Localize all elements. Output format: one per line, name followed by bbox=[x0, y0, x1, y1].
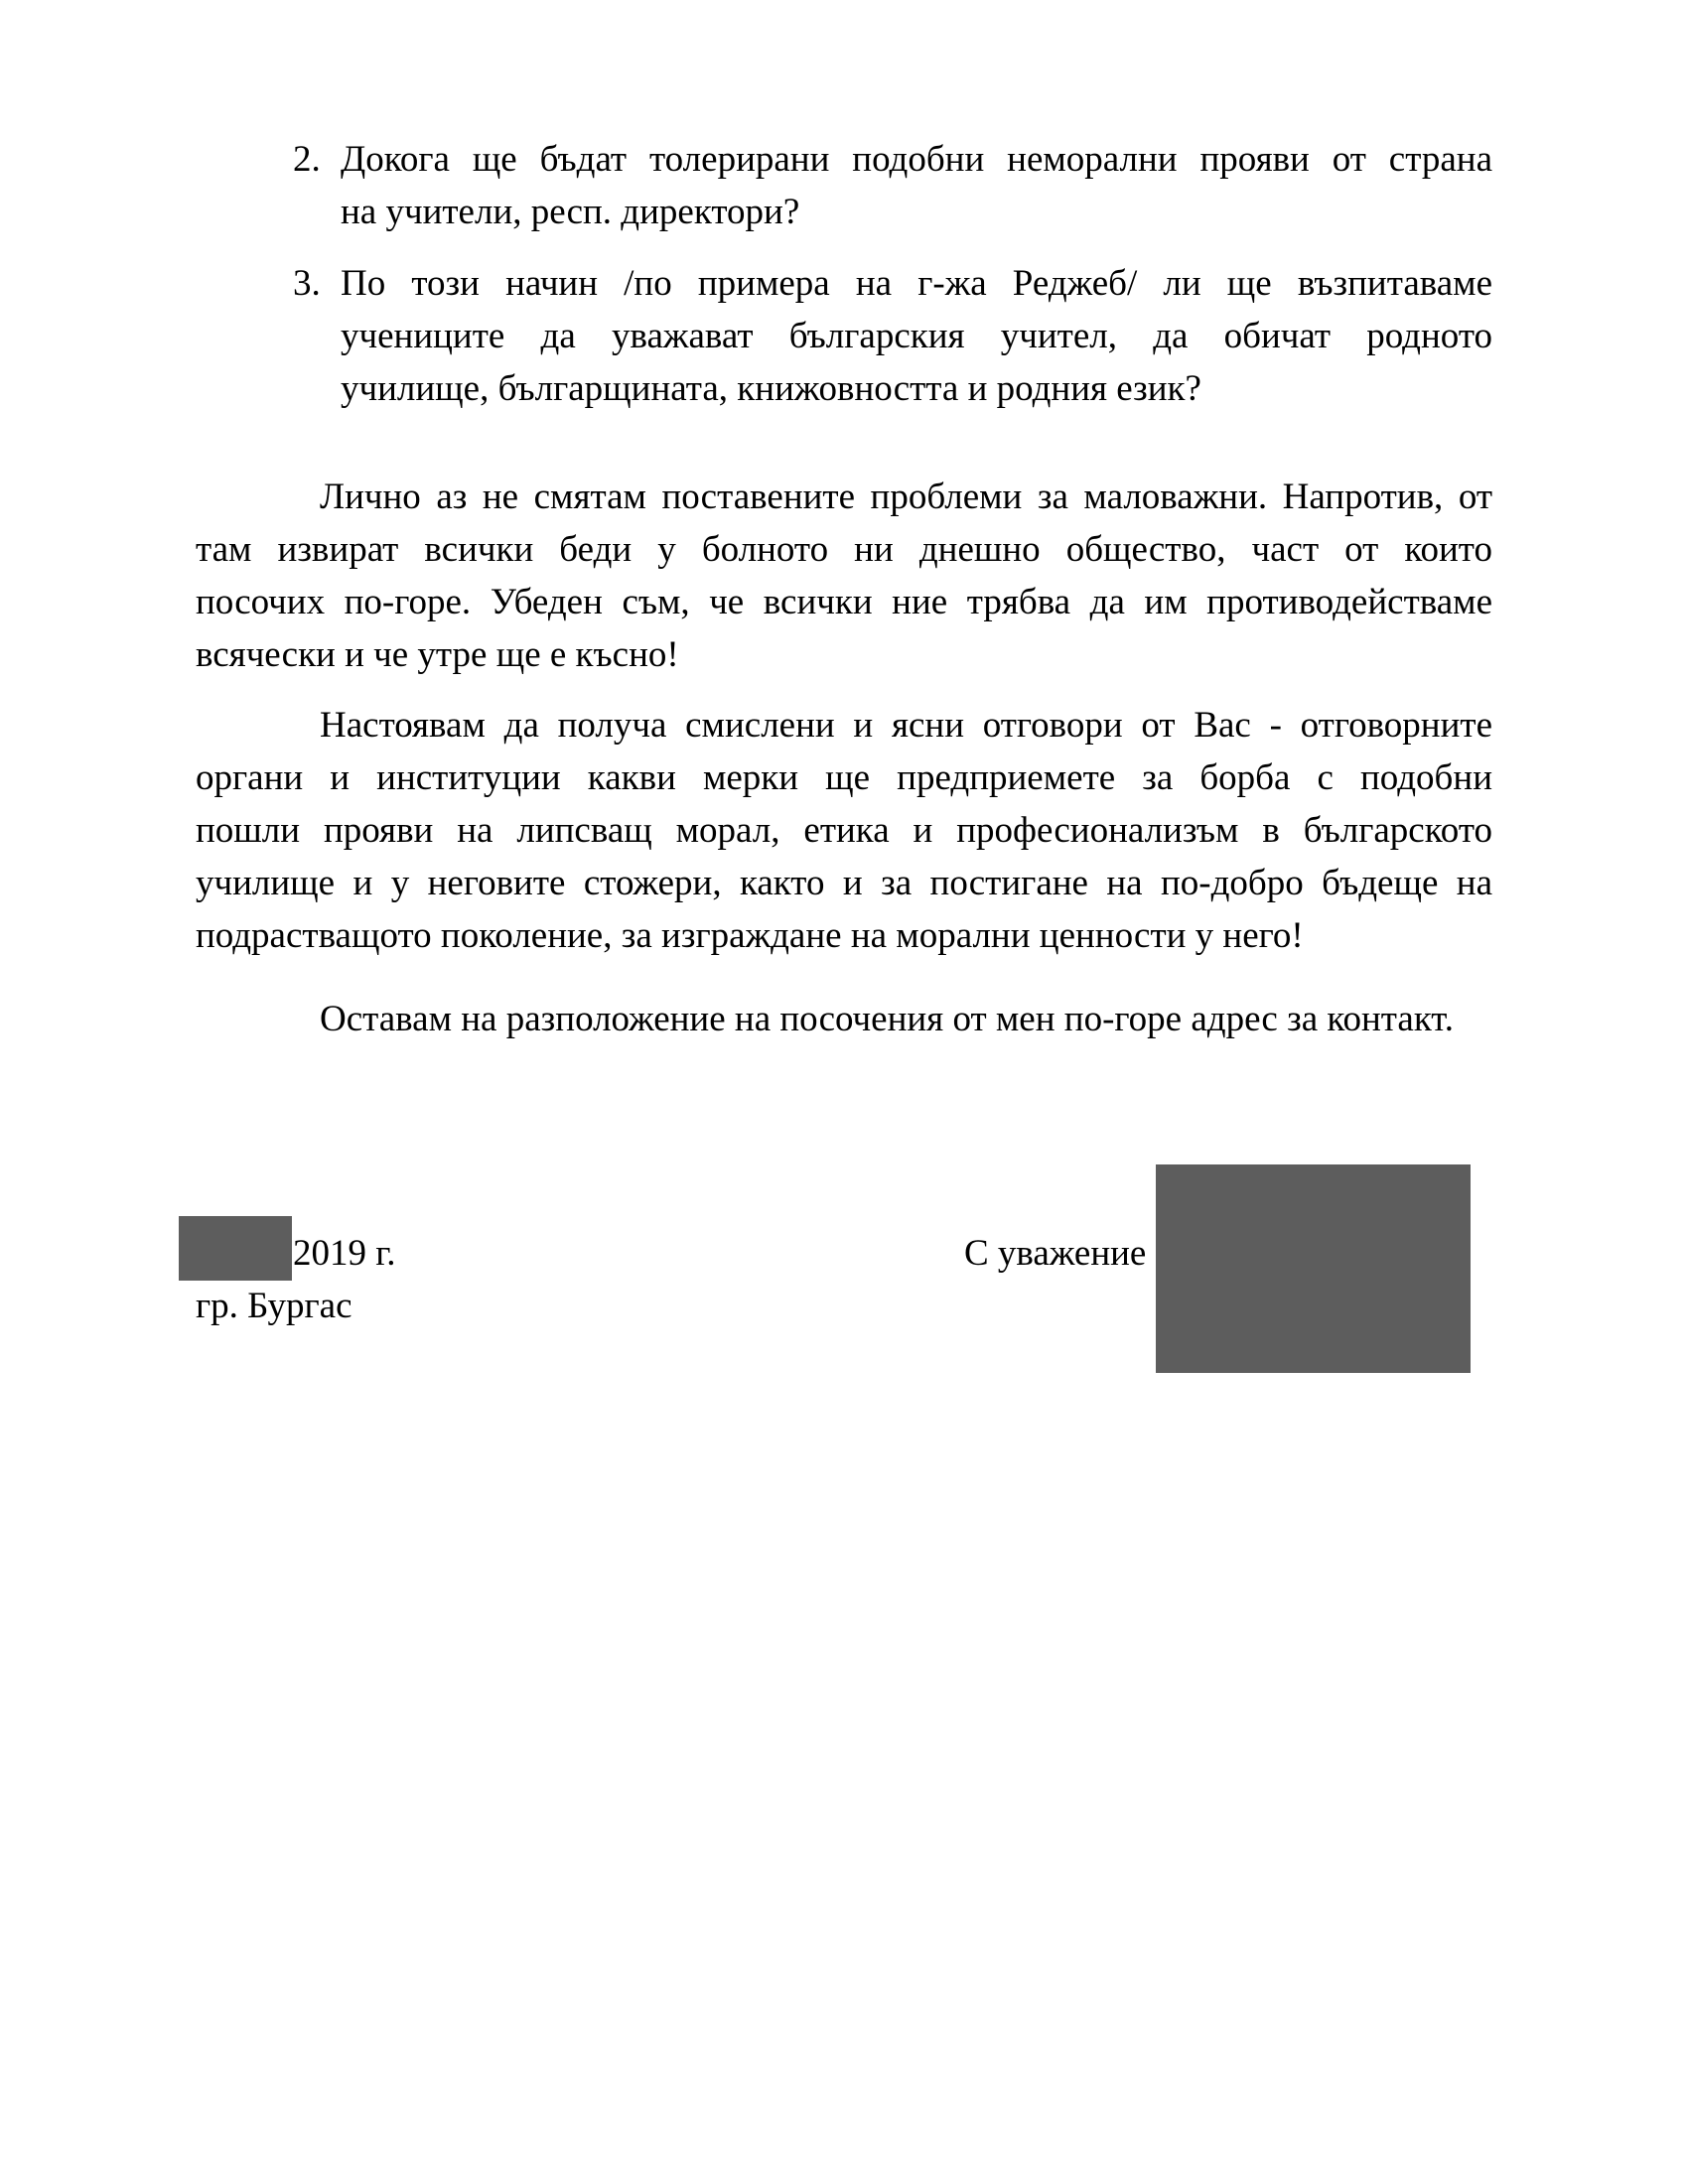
list-item-2 bbox=[196, 133, 1492, 238]
paragraph-1 bbox=[196, 471, 1492, 681]
closing-text: С уважение bbox=[964, 1233, 1147, 1274]
list-item-2-number: 2. bbox=[293, 139, 321, 180]
list-item-3-text bbox=[341, 257, 1492, 415]
date-redaction-box bbox=[179, 1216, 292, 1281]
list-item-line: По този начин /по примера на г-жа Реджеб/ ли ще възпитаваме bbox=[341, 263, 1492, 304]
paragraph-line: училище и у неговите стожери, както и за постигане на по-добро бъдеще на bbox=[196, 863, 1492, 903]
list-item-2-text bbox=[341, 133, 1492, 238]
signature-redaction-box bbox=[1156, 1164, 1471, 1373]
list-item-3 bbox=[196, 257, 1492, 415]
list-item-line: училище, българщината, книжовността и родния език? bbox=[341, 368, 1201, 409]
paragraph-line: органи и институции какви мерки ще предприемете за борба с подобни bbox=[196, 757, 1492, 798]
list-item-line: Докога ще бъдат толерирани подобни неморални прояви от страна bbox=[341, 139, 1492, 180]
list-item-line: на учители, респ. директори? bbox=[341, 192, 800, 232]
paragraph-line: Оставам на разположение на посочения от мен по-горе адрес за контакт. bbox=[320, 999, 1454, 1039]
paragraph-line: Лично аз не смятам поставените проблеми за маловажни. Напротив, от bbox=[320, 477, 1492, 517]
date-year-text: 2019 г. bbox=[293, 1233, 396, 1274]
paragraph-line: посочих по-горе. Убеден съм, че всички ние трябва да им противодействаме bbox=[196, 582, 1492, 622]
paragraph-line: подрастващото поколение, за изграждане на морални ценности у него! bbox=[196, 915, 1304, 956]
paragraph-3 bbox=[196, 993, 1492, 1045]
paragraph-line: там извират всички беди у болното ни днешно общество, част от които bbox=[196, 529, 1492, 570]
paragraph-line: всячески и че утре ще е късно! bbox=[196, 634, 679, 675]
city-text: гр. Бургас bbox=[196, 1286, 352, 1326]
paragraph-line: пошли прояви на липсващ морал, етика и професионализъм в българското bbox=[196, 810, 1492, 851]
paragraph-line: Настоявам да получа смислени и ясни отговори от Вас - отговорните bbox=[320, 705, 1492, 746]
list-item-line: учениците да уважават българския учител, да обичат родното bbox=[341, 316, 1492, 356]
paragraph-2 bbox=[196, 699, 1492, 962]
list-item-3-number: 3. bbox=[293, 263, 321, 304]
